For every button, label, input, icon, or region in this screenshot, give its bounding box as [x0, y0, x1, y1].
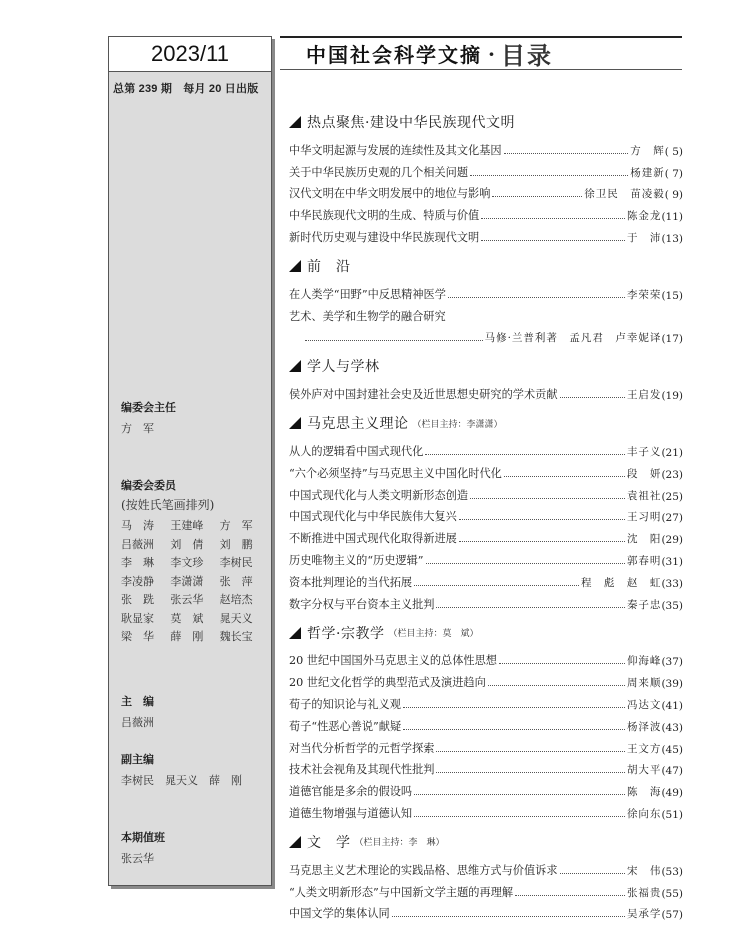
toc-section: [289, 830, 683, 921]
dot-leader: [492, 196, 582, 197]
article-title: 道德官能是多余的假设吗: [289, 785, 413, 799]
article-author: 杨建新: [630, 166, 665, 179]
deputy-editor-title: 副主编: [121, 754, 154, 766]
committee-member: 李潇潇: [170, 574, 204, 588]
article-author: 周来顺: [626, 677, 662, 690]
article-author: 于 沛: [626, 231, 662, 244]
dot-leader: [504, 476, 625, 477]
committee-row: [121, 553, 269, 572]
committee-row: [121, 516, 269, 535]
toc-entry[interactable]: [289, 223, 683, 245]
title-separator: ·: [488, 41, 495, 66]
article-title[interactable]: 艺术、美学和生物学的融合研究: [289, 309, 446, 323]
toc-entry[interactable]: [289, 900, 683, 922]
triangle-marker-icon: [289, 116, 301, 128]
article-title: 中国式现代化与中华民族伟大复兴: [289, 510, 457, 524]
deputy-editor-names: 李树民 晁天义 薛 刚: [121, 774, 242, 787]
toc-entry[interactable]: [289, 546, 683, 568]
dot-leader: [414, 816, 625, 817]
dot-leader: [414, 585, 579, 586]
article-author: 秦子忠: [626, 598, 662, 611]
committee-member: 吕薇洲: [121, 537, 154, 551]
article-title: 20 世纪中国国外马克思主义的总体性思想: [289, 654, 497, 668]
toc-entry[interactable]: [289, 180, 683, 202]
section-header: [289, 621, 683, 645]
article-author: 陈 海: [626, 786, 662, 799]
article-title: 中华文明起源与发展的连续性及其文化基因: [289, 143, 502, 157]
toc-section: [289, 354, 683, 402]
committee-row: [121, 627, 269, 646]
article-page: (13): [661, 232, 683, 245]
dot-leader: [515, 895, 625, 896]
article-page: ( 7): [664, 167, 683, 180]
article-author: 杨泽波: [626, 720, 662, 733]
article-title: “六个必须坚持”与马克思主义中国化时代化: [289, 466, 502, 480]
toc-entry[interactable]: [289, 856, 683, 878]
article-title: 20 世纪文化哲学的典型范式及演进趋向: [289, 676, 486, 690]
section-title: 文 学: [307, 834, 351, 851]
dot-leader: [403, 707, 625, 708]
toc-entry[interactable]: [289, 590, 683, 612]
article-page: (55): [661, 887, 683, 900]
toc-entry[interactable]: [289, 158, 683, 180]
section-host-note: （栏目主持：李潇潇）: [412, 419, 503, 430]
committee-member: 赵培杰: [219, 593, 253, 607]
triangle-marker-icon: [289, 627, 301, 639]
chief-editor-name: 吕薇洲: [121, 716, 154, 729]
article-page: ( 9): [664, 189, 683, 202]
section-title: 马克思主义理论: [307, 416, 409, 433]
triangle-marker-icon: [289, 417, 301, 429]
committee-member: 莫 斌: [170, 611, 204, 625]
chief-editor-title: 主 编: [121, 696, 154, 708]
dot-leader: [436, 772, 624, 773]
article-page: (43): [661, 721, 683, 734]
toc-entry[interactable]: [289, 280, 683, 302]
committee-member: 耿显家: [121, 611, 154, 625]
article-title: 中华民族现代文明的生成、特质与价值: [289, 209, 480, 223]
editor-director-name: 方 军: [121, 422, 154, 435]
committee-member: 刘 鹏: [219, 537, 253, 551]
article-title: 中国式现代化与人类文明新形态创造: [289, 488, 469, 502]
toc-entry[interactable]: [289, 647, 683, 669]
dot-leader: [488, 685, 625, 686]
article-title: 对当代分析哲学的元哲学探索: [289, 741, 435, 755]
article-author: 王文方: [626, 742, 662, 755]
article-author: 马修·兰普利著 孟凡君 卢幸妮译: [484, 332, 662, 345]
triangle-marker-icon: [289, 836, 301, 848]
committee-member: 李树民: [219, 556, 253, 570]
committee-block: [121, 477, 269, 646]
toc-entry[interactable]: [289, 756, 683, 778]
committee-member: 李文珍: [170, 556, 204, 570]
article-page: (53): [661, 865, 683, 878]
committee-row: [121, 609, 269, 628]
toc-section: [289, 411, 683, 611]
editor-director-block: [121, 399, 269, 436]
article-page: (45): [661, 743, 683, 756]
issue-year: 2023/11: [109, 37, 271, 72]
committee-members: [121, 516, 269, 646]
section-header: [289, 354, 683, 378]
dot-leader: [470, 175, 628, 176]
article-title: 侯外庐对中国封建社会史及近世思想史研究的学术贡献: [289, 388, 558, 402]
dot-leader: [436, 751, 624, 752]
article-title: 关于中华民族历史观的几个相关问题: [289, 165, 469, 179]
article-title: 资本批判理论的当代拓展: [289, 575, 413, 589]
toc-entry[interactable]: [289, 690, 683, 712]
article-page: (31): [661, 555, 683, 568]
article-author: 段 妍: [626, 467, 662, 480]
toc-entry[interactable]: [289, 568, 683, 590]
section-header: [289, 830, 683, 854]
committee-row: [121, 572, 269, 591]
toc-entry[interactable]: [289, 777, 683, 799]
article-page: (19): [661, 390, 683, 403]
toc-entry[interactable]: [289, 878, 683, 900]
committee-member: 李凌静: [121, 574, 154, 588]
dot-leader: [499, 663, 625, 664]
article-author: 徐向东: [626, 807, 662, 820]
dot-leader: [403, 729, 625, 730]
article-title: 汉代文明在中华文明发展中的地位与影响: [289, 187, 491, 201]
dot-leader: [470, 498, 625, 499]
journal-title: 中国社会科学文摘: [306, 43, 482, 67]
article-page: (29): [661, 534, 683, 547]
deputy-editor-block: [121, 751, 269, 788]
duty-title: 本期值班: [121, 832, 165, 844]
article-author: 方 辉: [630, 144, 665, 157]
article-page: (39): [661, 678, 683, 691]
article-title: 不断推进中国式现代化取得新进展: [289, 532, 457, 546]
dot-leader: [481, 240, 625, 241]
section-title: 学人与学林: [307, 359, 380, 376]
article-page: (15): [661, 289, 683, 302]
article-author: 仰海峰: [626, 655, 662, 668]
dot-leader: [459, 519, 625, 520]
article-author: 李荣荣: [626, 288, 662, 301]
toc-entry[interactable]: [289, 503, 683, 525]
article-author: 郭春明: [626, 554, 662, 567]
article-page: ( 5): [664, 145, 683, 158]
duty-block: [121, 829, 269, 866]
committee-row: [121, 590, 269, 609]
toc-title: 目录: [500, 41, 553, 70]
issue-info: 总第 239 期 每月 20 日出版: [113, 83, 259, 95]
article-page: (21): [661, 446, 683, 459]
toc-section: [289, 110, 683, 245]
committee-member: 张 跣: [121, 593, 154, 607]
toc-entry[interactable]: [289, 668, 683, 690]
toc-entry[interactable]: [289, 734, 683, 756]
article-title: 在人类学“田野”中反思精神医学: [289, 287, 446, 301]
article-title: 荀子“性恶心善说”献疑: [289, 719, 402, 733]
committee-row: [121, 535, 269, 554]
dot-leader: [425, 454, 625, 455]
article-title: 中国文学的集体认同: [289, 907, 390, 921]
toc-entry[interactable]: [289, 437, 683, 459]
sidebar: [108, 36, 272, 886]
article-page: (49): [661, 787, 683, 800]
committee-member: 张云华: [170, 593, 204, 607]
article-author: 胡大平: [626, 764, 662, 777]
toc-entry[interactable]: [289, 524, 683, 546]
committee-member: 晁天义: [219, 611, 253, 625]
dot-leader: [560, 873, 625, 874]
dot-leader: [560, 397, 625, 398]
section-header: [289, 254, 683, 278]
triangle-marker-icon: [289, 260, 301, 272]
article-page: (23): [661, 468, 683, 481]
committee-member: 王建峰: [170, 519, 204, 533]
dot-leader: [448, 297, 625, 298]
article-author: 吴承学: [626, 908, 662, 921]
article-author: 丰子义: [626, 445, 662, 458]
article-title: “人类文明新形态”与中国新文学主题的再理解: [289, 885, 514, 899]
toc-entry[interactable]: [289, 799, 683, 821]
toc-entry[interactable]: [289, 459, 683, 481]
duty-name: 张云华: [121, 852, 154, 865]
dot-leader: [414, 794, 625, 795]
triangle-marker-icon: [289, 360, 301, 372]
editor-director-title: 编委会主任: [121, 402, 176, 414]
header: [280, 36, 682, 70]
article-author: 袁祖社: [626, 489, 662, 502]
article-page: (11): [661, 211, 683, 224]
section-header: [289, 110, 683, 134]
article-page: (51): [661, 808, 683, 821]
toc-section: [289, 254, 683, 345]
article-title: 道德生物增强与道德认知: [289, 806, 413, 820]
committee-member: 马 涛: [121, 519, 154, 533]
toc-entry[interactable]: [289, 380, 683, 402]
dot-leader: [305, 340, 483, 341]
dot-leader: [481, 218, 625, 219]
committee-member: 张 萍: [219, 574, 253, 588]
section-title: 哲学·宗教学: [307, 625, 385, 642]
article-author: 程 彪 赵 虹: [580, 576, 662, 589]
dot-leader: [436, 607, 624, 608]
toc-section: [289, 621, 683, 821]
article-author: 宋 伟: [626, 864, 662, 877]
article-author: 冯达文: [626, 698, 662, 711]
committee-member: 梁 华: [121, 630, 154, 644]
section-host-note: （栏目主持：莫 斌）: [388, 629, 479, 640]
article-page: (27): [661, 512, 683, 525]
section-title: 热点聚焦·建设中华民族现代文明: [307, 115, 515, 131]
article-author: 陈金龙: [626, 210, 662, 223]
committee-member: 刘 倩: [170, 537, 204, 551]
toc-entry[interactable]: [289, 201, 683, 223]
article-title: 数字分权与平台资本主义批判: [289, 597, 435, 611]
article-title: 从人的逻辑看中国式现代化: [289, 444, 424, 458]
table-of-contents: [289, 110, 683, 930]
article-author: 张福贵: [626, 886, 662, 899]
committee-member: 方 军: [219, 519, 253, 533]
dot-leader: [392, 916, 625, 917]
article-author: 沈 阳: [626, 533, 662, 546]
article-page: (35): [661, 599, 683, 612]
toc-entry[interactable]: [289, 712, 683, 734]
article-page: (41): [661, 699, 683, 712]
committee-title: 编委会委员: [121, 480, 176, 492]
dot-leader: [459, 541, 625, 542]
committee-member: 薛 刚: [170, 630, 204, 644]
article-page: (25): [661, 490, 683, 503]
toc-entry[interactable]: [289, 481, 683, 503]
committee-member: 魏长宝: [219, 630, 253, 644]
article-title: 技术社会视角及其现代性批判: [289, 763, 435, 777]
dot-leader: [426, 563, 625, 564]
article-author: 王习明: [626, 511, 662, 524]
article-author: 王启发: [626, 389, 662, 402]
article-page: (33): [661, 577, 683, 590]
article-page: (47): [661, 765, 683, 778]
toc-entry[interactable]: [289, 136, 683, 158]
article-title: 历史唯物主义的“历史逻辑”: [289, 553, 424, 567]
article-title: 马克思主义艺术理论的实践品格、思维方式与价值诉求: [289, 863, 558, 877]
article-page: (37): [661, 656, 683, 669]
article-page: (57): [661, 909, 683, 922]
section-title: 前 沿: [307, 258, 351, 275]
article-page: (17): [661, 333, 683, 346]
article-title: 荀子的知识论与礼义观: [289, 697, 401, 711]
dot-leader: [504, 153, 629, 154]
article-author: 徐卫民 苗凌毅: [584, 188, 665, 201]
toc-entry-continued[interactable]: [289, 324, 683, 346]
chief-editor-block: [121, 693, 269, 730]
section-host-note: （栏目主持：李 琳）: [354, 838, 445, 849]
committee-member: 李 琳: [121, 556, 154, 570]
article-title: 新时代历史观与建设中华民族现代文明: [289, 230, 480, 244]
committee-note: (按姓氏笔画排列): [121, 498, 215, 512]
section-header: [289, 411, 683, 435]
